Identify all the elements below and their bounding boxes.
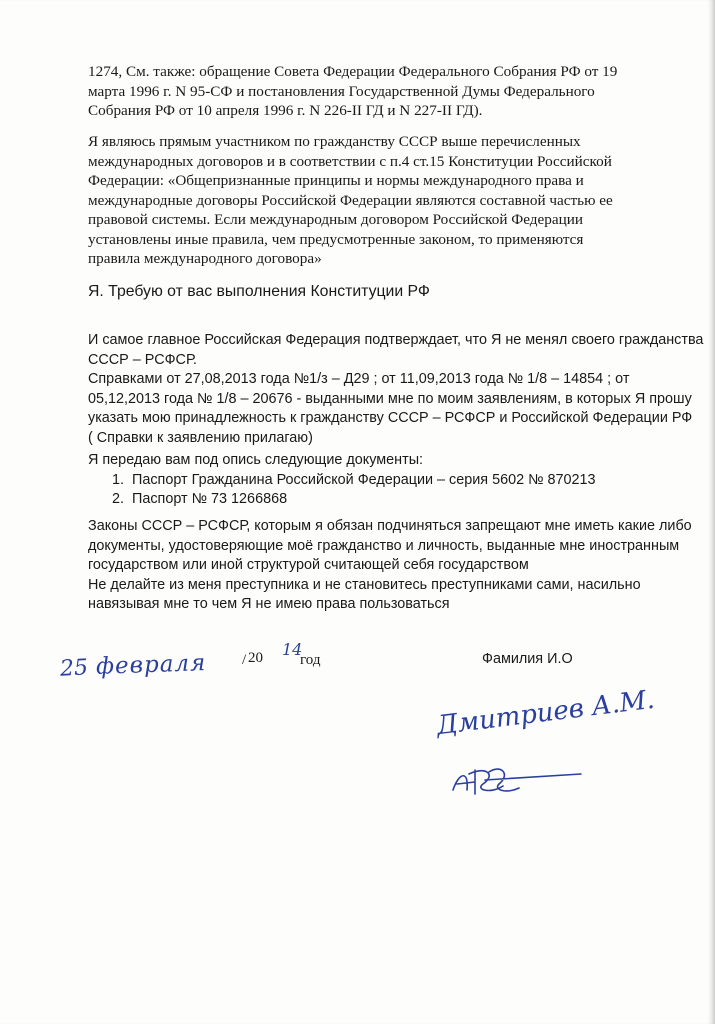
demand-line: Я. Требую от вас выполнения Конституции РФ	[88, 283, 430, 300]
paragraph-participant	[88, 132, 688, 269]
text-line: Законы СССР – РСФСР, которым я обязан подчиняться запрещают мне иметь какие либо	[88, 518, 692, 534]
text-line: Справками от 27,08,2013 года №1/з – Д29 ; от 11,09,2013 года № 1/8 – 14854 ; от	[88, 371, 630, 387]
text-line: марта 1996 г. N 95-СФ и постановления Государственной Думы Федерального	[88, 82, 595, 100]
date-suffix: год	[300, 652, 321, 668]
text-line: указать мою принадлежность к гражданству СССР – РСФСР и Российской Федерации РФ	[88, 410, 693, 426]
text-line: государством или иной структурой считающей себя государством	[88, 557, 529, 573]
list-item: 2. Паспорт № 73 1266868	[112, 491, 288, 507]
paragraph-continuation	[88, 62, 688, 121]
documents-intro: Я передаю вам под опись следующие документы:	[88, 452, 424, 468]
text-line: Собрания РФ от 10 апреля 1996 г. N 226-II ГД и N 227-II ГД).	[88, 102, 483, 119]
signature-text: Дмитриев А.М.	[434, 684, 657, 742]
text-line: Я являюсь прямым участником по гражданству СССР выше перечисленных	[88, 133, 581, 150]
text-line: Федерации: «Общепризнанные принципы и нормы международного права и	[88, 172, 584, 189]
list-item: 1. Паспорт Гражданина Российской Федерации – серия 5602 № 870213	[112, 471, 596, 488]
text-line: навязывая мне то чем Я не имею права пользоваться	[88, 596, 450, 612]
paragraph-laws	[88, 517, 692, 615]
date-day: 25	[59, 655, 89, 682]
text-line: установлены иные правила, чем предусмотренные законом, то применяются	[88, 230, 584, 248]
text-line: 05,12,2013 года № 1/8 – 20676 - выданными мне по моим заявлениям, в которых Я прошу	[88, 390, 692, 407]
date-separator: /	[242, 652, 247, 668]
text-line: И самое главное Российская Федерация подтверждает, что Я не менял своего гражданства	[88, 332, 704, 348]
date-line	[59, 640, 321, 686]
date-month: февраля	[95, 650, 207, 680]
text-line: международные договоры Российской Федерации являются составной частью ее	[88, 191, 613, 209]
documents-section	[88, 451, 688, 510]
documents-list	[88, 471, 688, 510]
paraph-mark	[445, 760, 585, 805]
text-line: правила международного договора»	[88, 250, 322, 267]
text-line: 1274, См. также: обращение Совета Федерации Федерального Собрания РФ от 19	[88, 63, 618, 80]
text-line: документы, удостоверяющие моё гражданство и личность, выданные мне иностранным	[88, 537, 680, 554]
text-line: правовой системы. Если международным договором Российской Федерации	[88, 211, 583, 228]
text-line: Не делайте из меня преступника и не становитесь преступниками сами, насильно	[88, 576, 641, 593]
text-line: СССР – РСФСР.	[88, 351, 197, 368]
paragraph-citizenship	[88, 331, 704, 448]
date-year-handwritten: 14	[282, 640, 303, 659]
text-line: ( Справки к заявлению прилагаю)	[88, 429, 313, 446]
text-line: международных договоров и в соответствии с п.4 ст.15 Конституции Российской	[88, 152, 612, 170]
signature	[430, 684, 680, 748]
date-year-printed: 20	[248, 650, 263, 666]
signer-label: Фамилия И.О	[482, 651, 573, 667]
